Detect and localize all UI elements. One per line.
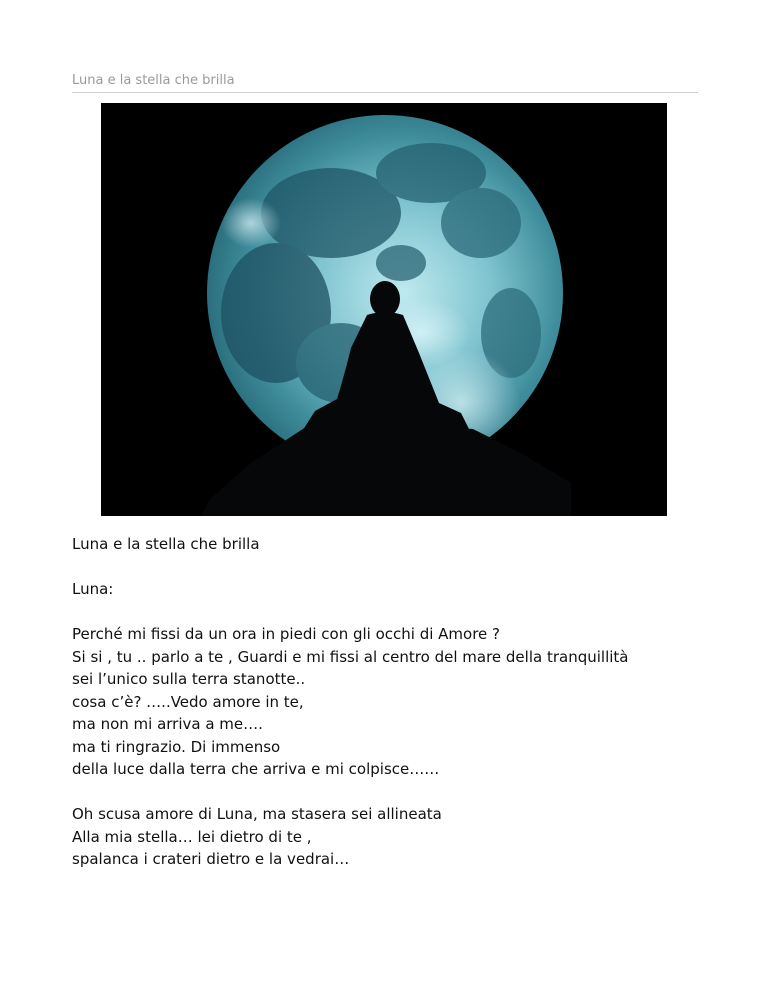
spacer	[72, 556, 698, 579]
moon-silhouette-image	[101, 103, 667, 516]
poem-line: Alla mia stella… lei dietro di te ,	[72, 827, 312, 846]
spacer	[72, 601, 698, 624]
document-title: Luna e la stella che brilla	[72, 535, 260, 553]
poem-line: cosa c’è? …..Vedo amore in te,	[72, 692, 304, 711]
poem-line: Oh scusa amore di Luna, ma stasera sei allineata	[72, 805, 442, 823]
poem-line: Si si , tu .. parlo a te , Guardi e mi fissi al centro del mare della tranquillità	[72, 647, 629, 666]
moon-illustration	[101, 103, 667, 516]
spacer	[72, 781, 698, 804]
poem-line: Perché mi fissi da un ora in piedi con gli occhi di Amore ?	[72, 625, 501, 643]
poem-line: ma non mi arriva a me….	[72, 715, 263, 733]
poem-line: spalanca i crateri dietro e la vedrai…	[72, 850, 350, 868]
poem-body	[72, 533, 698, 871]
poem-line: sei l’unico sulla terra stanotte..	[72, 670, 306, 688]
poem-line: ma ti ringrazio. Di immenso	[72, 737, 281, 756]
speaker-label: Luna:	[72, 580, 114, 598]
page-header: Luna e la stella che brilla	[72, 72, 698, 93]
poem-line: della luce dalla terra che arriva e mi colpisce……	[72, 760, 440, 778]
